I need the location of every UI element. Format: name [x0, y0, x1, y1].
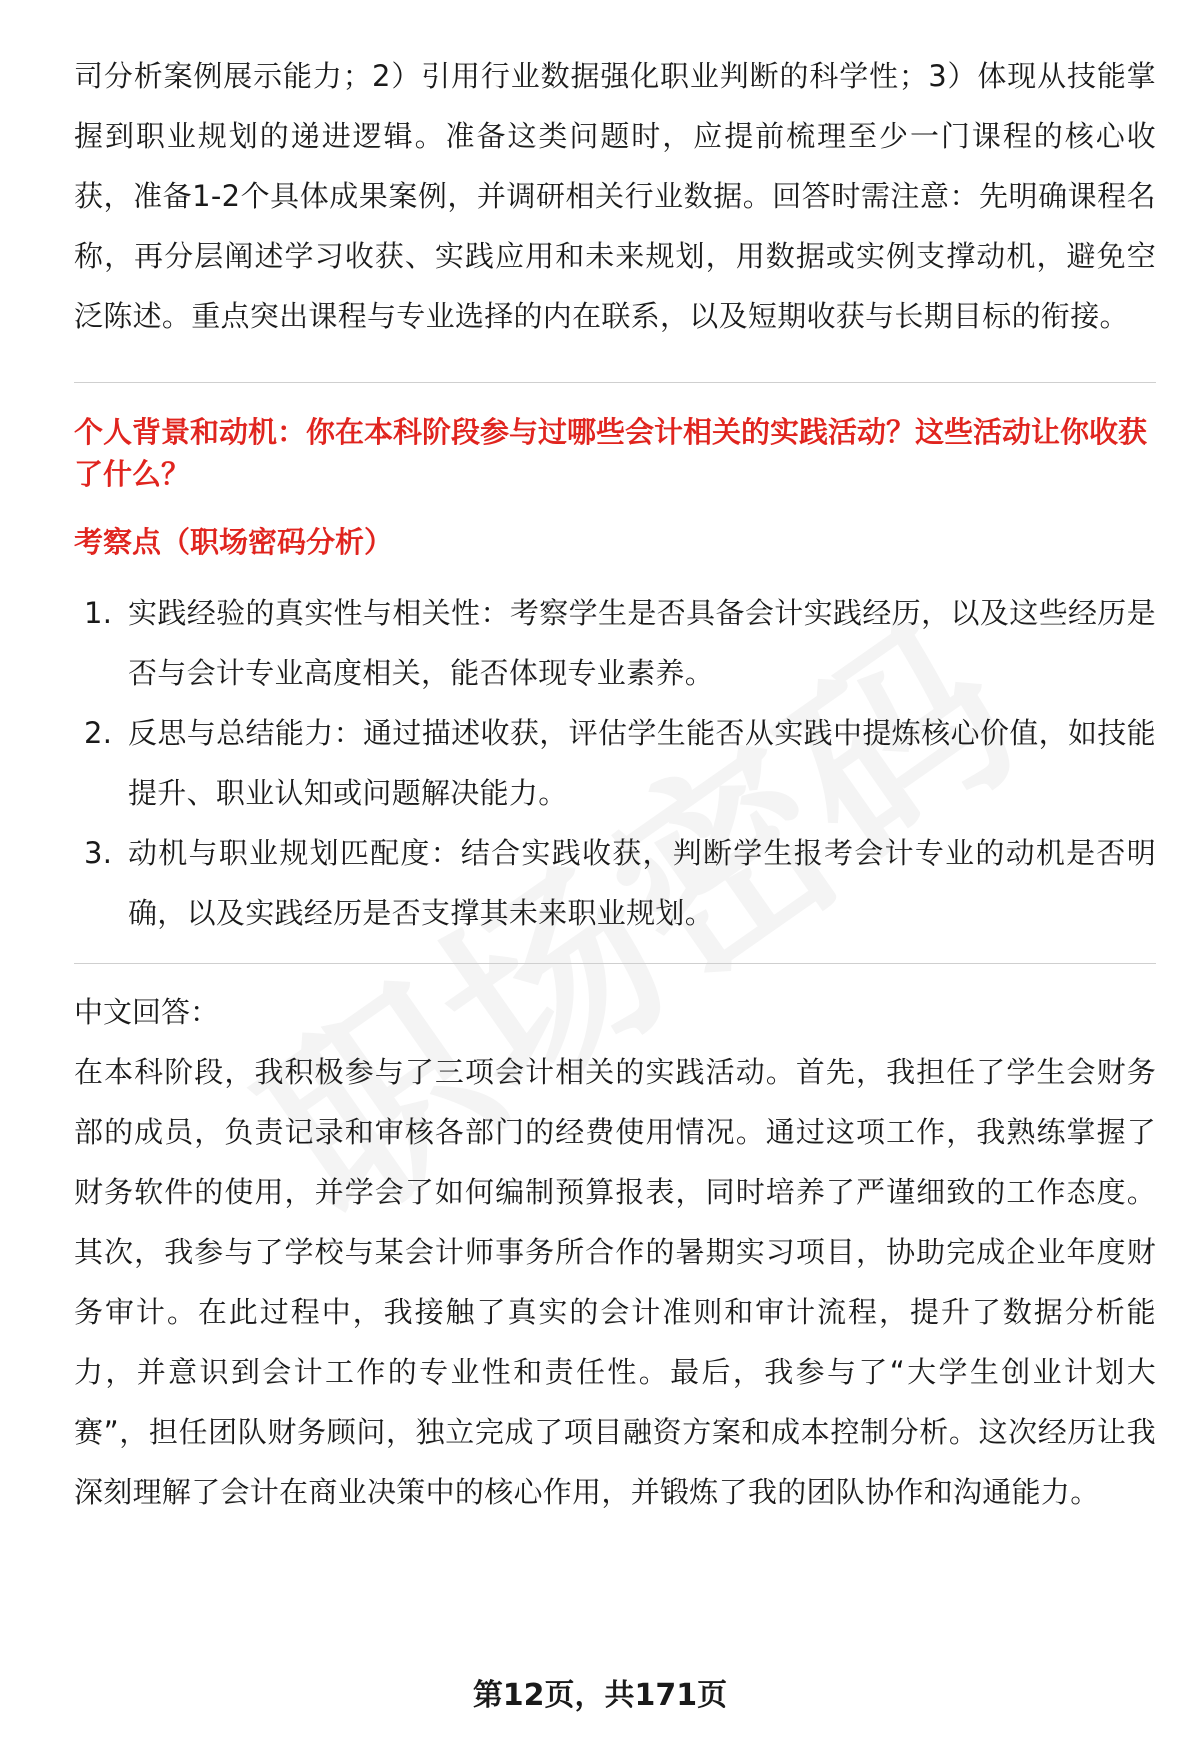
top-paragraph: 司分析案例展示能力；2）引用行业数据强化职业判断的科学性；3）体现从技能掌握到职业规划的递进逻辑。准备这类问题时，应提前梳理至少一门课程的核心收获，准备1-2个具体成果案例，并调研相关行业数据。回答时需注意：先明确课程名称，再分层阐述学习收获、实践应用和未来规划，用数据或实例支撑动机，避免空泛陈述。重点突出课程与专业选择的内在联系，以及短期收获与长期目标的衔接。: [74, 59, 1156, 333]
point-text: 动机与职业规划匹配度：结合实践收获，判断学生报考会计专业的动机是否明确，以及实践经历是否支撑其未来职业规划。: [128, 836, 1156, 930]
page-footer: 第12页，共171页: [472, 1678, 728, 1713]
point-number: 2.: [84, 716, 113, 750]
page-content: [74, 46, 1156, 1522]
point-number: 3.: [84, 836, 113, 870]
question-title: 个人背景和动机：你在本科阶段参与过哪些会计相关的实践活动？这些活动让你收获了什么？: [74, 415, 1148, 491]
answer-paragraph: 在本科阶段，我积极参与了三项会计相关的实践活动。首先，我担任了学生会财务部的成员，负责记录和审核各部门的经费使用情况。通过这项工作，我熟练掌握了财务软件的使用，并学会了如何编制预算报表，同时培养了严谨细致的工作态度。其次，我参与了学校与某会计师事务所合作的暑期实习项目，协助完成企业年度财务审计。在此过程中，我接触了真实的会计准则和审计流程，提升了数据分析能力，并意识到会计工作的专业性和责任性。最后，我参与了“大学生创业计划大赛”，担任团队财务顾问，独立完成了项目融资方案和成本控制分析。这次经历让我深刻理解了会计在商业决策中的核心作用，并锻炼了我的团队协作和沟通能力。: [74, 1055, 1156, 1509]
point-item: [74, 823, 1156, 943]
point-text: 实践经验的真实性与相关性：考察学生是否具备会计实践经历，以及这些经历是否与会计专业高度相关，能否体现专业素养。: [128, 596, 1156, 690]
point-item: [74, 703, 1156, 823]
point-text: 反思与总结能力：通过描述收获，评估学生能否从实践中提炼核心价值，如技能提升、职业认知或问题解决能力。: [128, 716, 1156, 810]
points-list: [74, 583, 1156, 943]
point-item: [74, 583, 1156, 703]
point-number: 1.: [84, 596, 113, 630]
points-label: 考察点（职场密码分析）: [74, 525, 394, 559]
answer-label: 中文回答：: [74, 995, 220, 1029]
